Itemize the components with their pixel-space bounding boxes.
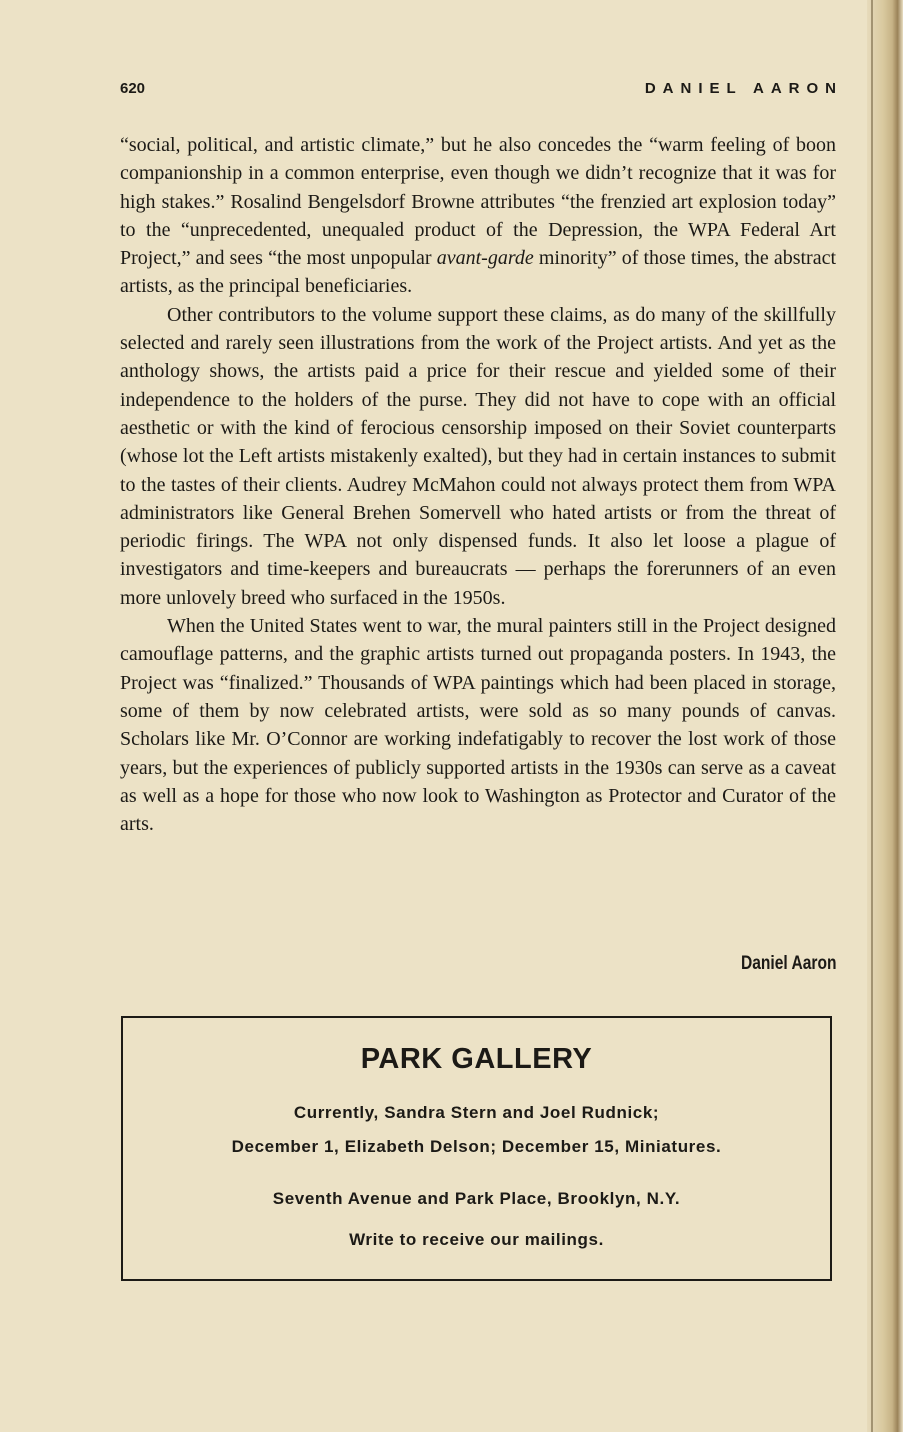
paragraph-1: “social, political, and artistic climate,” but he also concedes the “warm feeling of boon companionship in a common enterprise, even though we didn’t recognize that it was for high stakes.” Rosalind Bengelsdorf Browne attributes “the frenzied art explosion today” to the “unprecedented, unequaled product of the Depression, the WPA Federal Art Project,” and sees “the most unpopular avant-garde minority” of those times, the abstract artists, as the principal beneficiaries. [120, 134, 837, 298]
ad-current-exhibition: Currently, Sandra Stern and Joel Rudnick; [293, 1103, 660, 1122]
italic-term: avant-garde [436, 247, 534, 270]
gallery-advertisement [121, 1016, 832, 1281]
article-body [120, 131, 836, 838]
binding-line [871, 0, 873, 1432]
ad-mailing-note: Write to receive our mailings. [349, 1230, 604, 1249]
page-header [120, 80, 843, 102]
ad-upcoming-exhibitions: December 1, Elizabeth Delson; December 15, Miniatures. [231, 1137, 722, 1156]
running-head: DANIEL AARON [644, 80, 843, 97]
paragraph-2: Other contributors to the volume support these claims, as do many of the skillfully selected and rarely seen illustrations from the work of the Project artists. And yet as the anthology shows, the artists paid a price for their rescue and yielded some of their independence to the holders of the purse. They did not have to cope with an official aesthetic or with the kind of ferocious censorship imposed on their Soviet counterparts (whose lot the Left artists mistakenly exalted), but they had in certain instances to submit to the tastes of their clients. Audrey McMahon could not always protect them from WPA administrators like General Brehen Somervell who hated artists or from the threat of periodic firings. The WPA not only dispensed funds. It also let loose a plague of investigators and time-keepers and bureaucrats — perhaps the forerunners of an even more unlovely breed who surfaced in the 1950s. [120, 303, 836, 609]
page-number: 620 [120, 80, 146, 97]
paragraph-3: When the United States went to war, the mural painters still in the Project designed camouflage patterns, and the graphic artists turned out propaganda posters. In 1943, the Project was “finalized.” Thousands of WPA paintings which had been placed in storage, some of them by now celebrated artists, were sold as so many pounds of canvas. Scholars like Mr. O’Connor are working indefatigably to recover the lost work of those years, but the experiences of publicly supported artists in the 1930s can serve as a caveat as well as a hope for those who now look to Washington as Protector and Curator of the arts. [120, 615, 836, 836]
ad-title: PARK GALLERY [360, 1043, 593, 1075]
ad-address: Seventh Avenue and Park Place, Brooklyn, N.Y. [272, 1189, 681, 1208]
author-signature: Daniel Aaron [740, 953, 836, 974]
